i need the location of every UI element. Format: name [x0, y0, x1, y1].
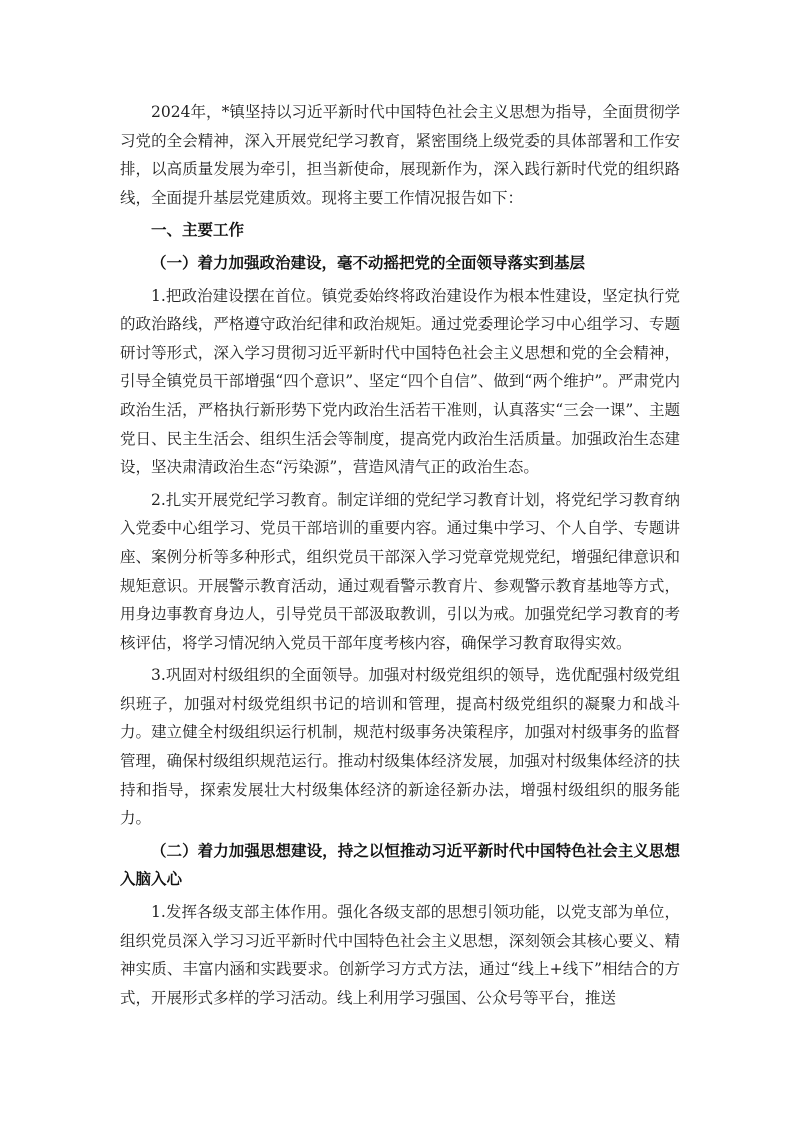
paragraph-ideological-1: 1.发挥各级支部主体作用。强化各级支部的思想引领功能，以党支部为单位，组织党员深入学习习近平新时代中国特色社会主义思想，深刻领会其核心要义、精神实质、丰富内涵和实践要求。创新学习方式方法，通过“线上+线下”相结合的方式，开展形式多样的学习活动。线上利用学习强国、公众号等平台，推送: [120, 903, 680, 1007]
intro-paragraph: 2024年，*镇坚持以习近平新时代中国特色社会主义思想为指导，全面贯彻学习党的全会精神，深入开展党纪学习教育，紧密围绕上级党委的具体部署和工作安排，以高质量发展为牵引，担当新使命，展现新作为，深入践行新时代党的组织路线，全面提升基层党建质效。现将主要工作情况报告如下：: [120, 103, 680, 207]
paragraph-political-2: 2.扎实开展党纪学习教育。制定详细的党纪学习教育计划，将党纪学习教育纳入党委中心组学习、党员干部培训的重要内容。通过集中学习、个人自学、专题讲座、案例分析等多种形式，组织党员干部深入学习党章党规党纪，增强纪律意识和规矩意识。开展警示教育活动，通过观看警示教育片、参观警示教育基地等方式，用身边事教育身边人，引导党员干部汲取教训，引以为戒。加强党纪学习教育的考核评估，将学习情况纳入党员干部年度考核内容，确保学习教育取得实效。: [120, 490, 680, 652]
paragraph-political-3: 3.巩固对村级组织的全面领导。加强对村级党组织的领导，选优配强村级党组织班子，加强对村级党组织书记的培训和管理，提高村级党组织的凝聚力和战斗力。建立健全村级组织运行机制，规范村级事务决策程序，加强对村级事务的监督管理，确保村级组织规范运行。推动村级集体经济发展，加强对村级集体经济的扶持和指导，探索发展壮大村级集体经济的新途径新办法，增强村级组织的服务能力。: [120, 666, 680, 828]
subsection-heading-ideological: （二）着力加强思想建设，持之以恒推动习近平新时代中国特色社会主义思想入脑入心: [120, 841, 680, 889]
paragraph-political-1: 1.把政治建设摆在首位。镇党委始终将政治建设作为根本性建设，坚定执行党的政治路线，严格遵守政治纪律和政治规矩。通过党委理论学习中心组学习、专题研讨等形式，深入学习贯彻习近平新时代中国特色社会主义思想和党的全会精神，引导全镇党员干部增强“四个意识”、坚定“四个自信”、做到“两个维护”。严肃党内政治生活，严格执行新形势下党内政治生活若干准则，认真落实“三会一课”、主题党日、民主生活会、组织生活会等制度，提高党内政治生活质量。加强政治生态建设，坚决肃清政治生态“污染源”，营造风清气正的政治生态。: [120, 286, 680, 477]
section-heading-main-work: 一、主要工作: [151, 221, 245, 240]
document-body: [120, 98, 680, 1016]
subsection-heading-political: （一）着力加强政治建设，毫不动摇把党的全面领导落实到基层: [151, 253, 586, 272]
